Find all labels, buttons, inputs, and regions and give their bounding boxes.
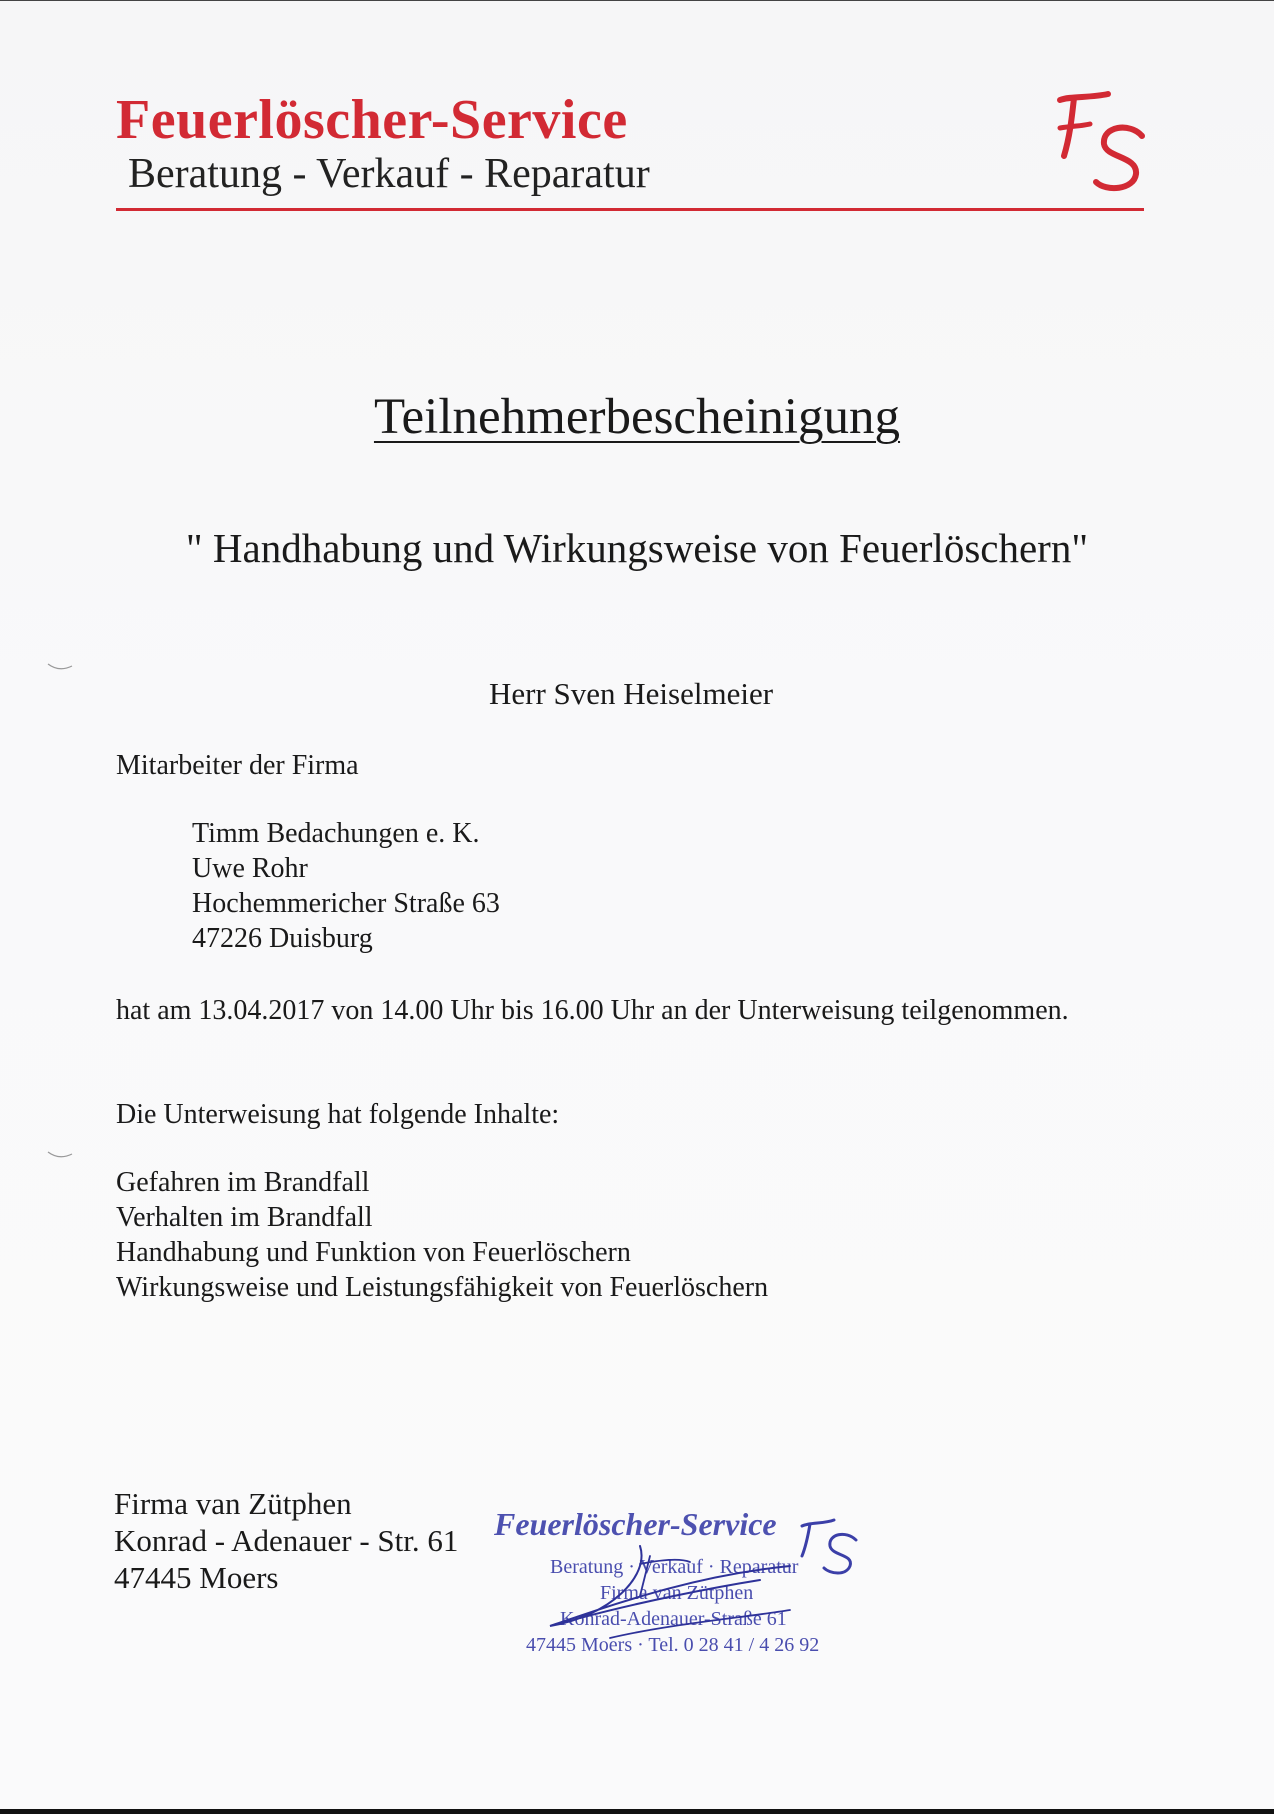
contents-heading: Die Unterweisung hat folgende Inhalte: xyxy=(116,1099,560,1130)
scan-mark-icon xyxy=(46,1148,74,1162)
page-top-edge xyxy=(0,0,1274,1)
fs-logo-icon xyxy=(1030,86,1150,198)
stamp-line: Beratung · Verkauf · Reparatur xyxy=(550,1556,799,1578)
attendance-statement: hat am 13.04.2017 von 14.00 Uhr bis 16.00 Uhr an der Unterweisung teilgenommen. xyxy=(116,995,1069,1026)
list-item: Gefahren im Brandfall xyxy=(116,1167,370,1198)
address-line: Uwe Rohr xyxy=(192,853,308,884)
company-stamp xyxy=(490,1506,870,1666)
participant-name: Herr Sven Heiselmeier xyxy=(488,676,774,711)
sender-line: 47445 Moers xyxy=(114,1560,279,1595)
address-line: Hochemmericher Straße 63 xyxy=(192,888,500,919)
address-line: Timm Bedachungen e. K. xyxy=(192,818,480,849)
employee-of-label: Mitarbeiter der Firma xyxy=(116,750,359,781)
letterhead-rule xyxy=(116,208,1144,211)
stamp-brand: Feuerlöscher-Service xyxy=(494,1506,777,1542)
document-title: Teilnehmerbescheinigung xyxy=(373,389,901,445)
letterhead-brand: Feuerlöscher-Service xyxy=(116,89,628,151)
signature-icon xyxy=(490,1506,870,1666)
sender-line: Konrad - Adenauer - Str. 61 xyxy=(114,1523,459,1558)
list-item: Wirkungsweise und Leistungsfähigkeit von Feuerlöschern xyxy=(116,1272,769,1303)
course-subject: " Handhabung und Wirkungsweise von Feuerlöschern" xyxy=(185,525,1089,571)
scan-mark-icon xyxy=(46,660,74,674)
stamp-line: Konrad-Adenauer-Straße 61 xyxy=(560,1608,787,1630)
letterhead-tagline: Beratung - Verkauf - Reparatur xyxy=(128,151,650,197)
sender-line: Firma van Zütphen xyxy=(114,1486,352,1521)
stamp-line: Firma van Zütphen xyxy=(600,1582,754,1604)
list-item: Handhabung und Funktion von Feuerlöschern xyxy=(116,1237,631,1268)
list-item: Verhalten im Brandfall xyxy=(116,1202,373,1233)
page-bottom-edge xyxy=(0,1809,1274,1814)
stamp-line: 47445 Moers · Tel. 0 28 41 / 4 26 92 xyxy=(526,1634,820,1656)
address-line: 47226 Duisburg xyxy=(192,923,373,954)
